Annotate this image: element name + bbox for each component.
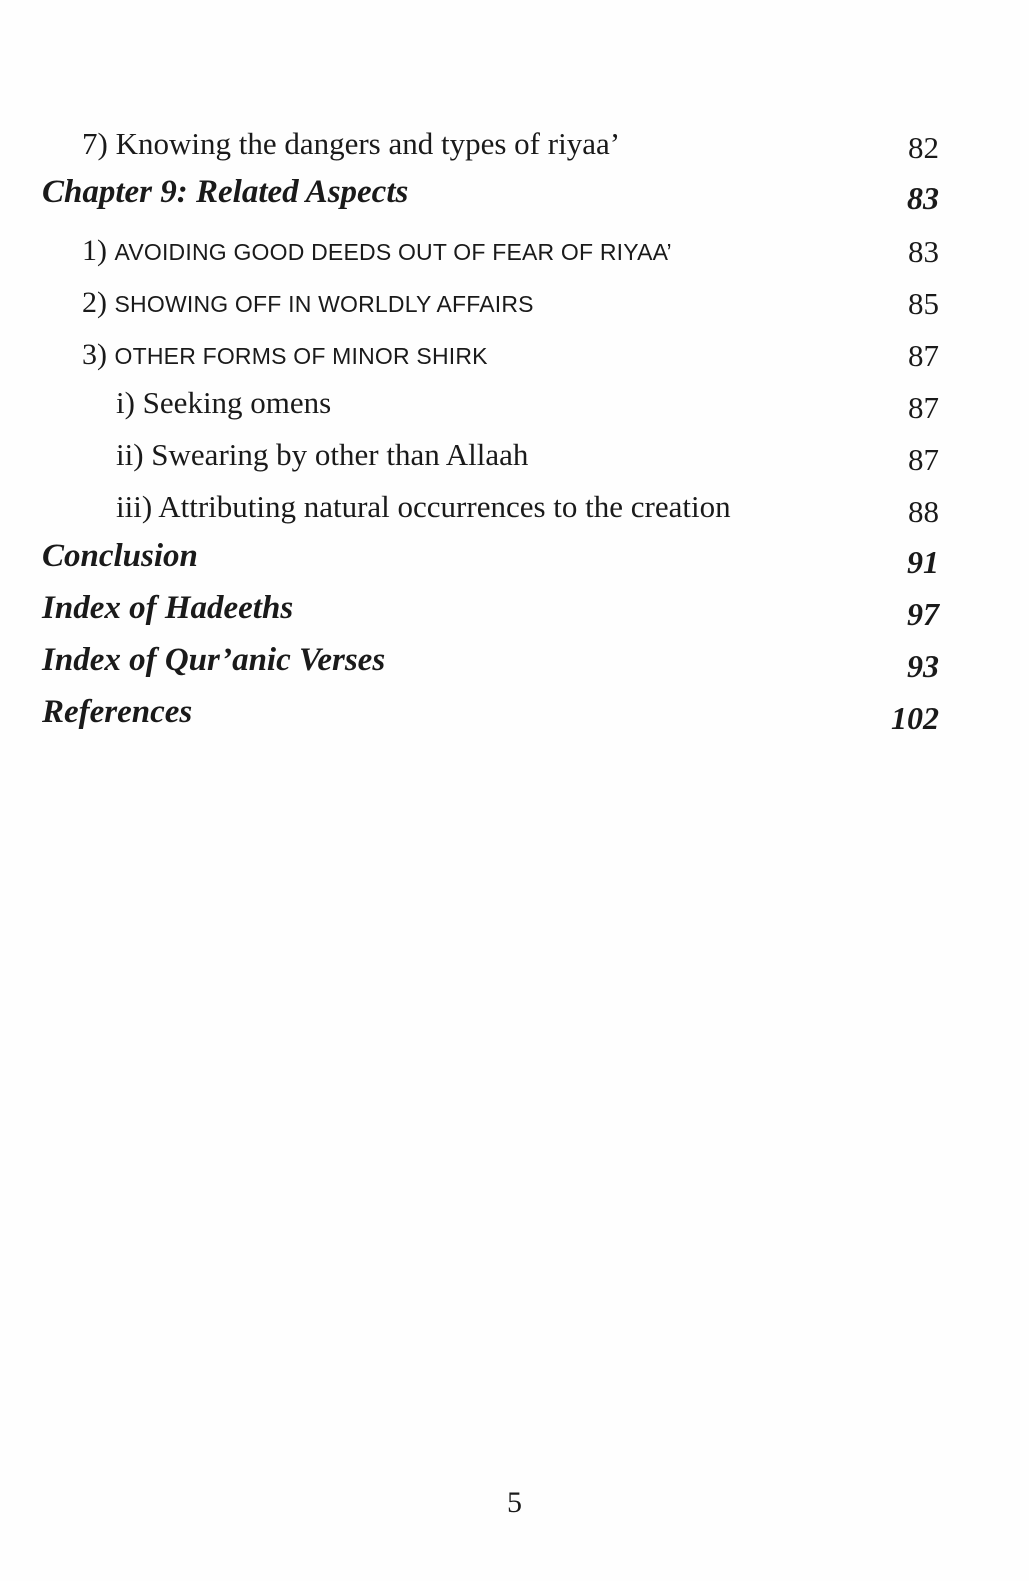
toc-entry-page: 82: [908, 130, 939, 165]
toc-section-caps: SHOWING OFF IN WORLDLY AFFAIRS: [114, 291, 534, 317]
toc-entry: [0, 118, 1029, 170]
toc-subentry: [0, 430, 1029, 482]
toc-chapter-page: 97: [907, 596, 939, 632]
toc-chapter-heading: [0, 638, 1029, 690]
toc-section: [0, 326, 1029, 378]
toc-chapter-title: Index of Hadeeths: [42, 590, 294, 626]
toc-section-title: [82, 338, 488, 372]
toc-section-caps: AVOIDING GOOD DEEDS OUT OF FEAR OF RIYAA’: [114, 239, 672, 265]
toc-section-number: 2): [82, 286, 115, 319]
toc-chapter-page: 83: [907, 180, 939, 216]
toc-section-page: 85: [908, 286, 939, 321]
toc-chapter-heading: [0, 170, 1029, 222]
page-number: 5: [507, 1486, 522, 1519]
toc-subentry: [0, 378, 1029, 430]
toc-section: [0, 274, 1029, 326]
toc-subentry: [0, 482, 1029, 534]
toc-chapter-page: 91: [907, 544, 939, 580]
toc-chapter-title: Conclusion: [42, 538, 198, 574]
toc-section-caps: OTHER FORMS OF MINOR SHIRK: [114, 343, 488, 369]
toc-chapter-heading: [0, 690, 1029, 742]
toc-subentry-page: 87: [908, 442, 939, 477]
toc-subentry-title: ii) Swearing by other than Allaah: [116, 437, 529, 472]
toc-section-title: [82, 234, 672, 268]
toc-subentry-page: 88: [908, 494, 939, 529]
toc-chapter-heading: [0, 534, 1029, 586]
toc-section-number: 1): [82, 234, 115, 267]
toc-section-title: [82, 286, 534, 320]
toc-chapter-heading: [0, 586, 1029, 638]
toc-chapter-title: Chapter 9: Related Aspects: [42, 174, 409, 210]
toc-entry-title: 7) Knowing the dangers and types of riyaa’: [82, 126, 621, 161]
toc-section-page: 83: [908, 234, 939, 269]
toc-subentry-title: iii) Attributing natural occurrences to the creation: [116, 489, 731, 524]
toc-chapter-page: 102: [891, 700, 939, 736]
toc-section-page: 87: [908, 338, 939, 373]
toc-subentry-page: 87: [908, 390, 939, 425]
toc-subentry-title: i) Seeking omens: [116, 385, 332, 420]
toc-chapter-title: References: [42, 694, 193, 730]
toc-chapter-page: 93: [907, 648, 939, 684]
table-of-contents: [0, 118, 1029, 742]
toc-section: [0, 222, 1029, 274]
toc-section-number: 3): [82, 338, 115, 371]
toc-chapter-title: Index of Qur’anic Verses: [42, 642, 386, 678]
